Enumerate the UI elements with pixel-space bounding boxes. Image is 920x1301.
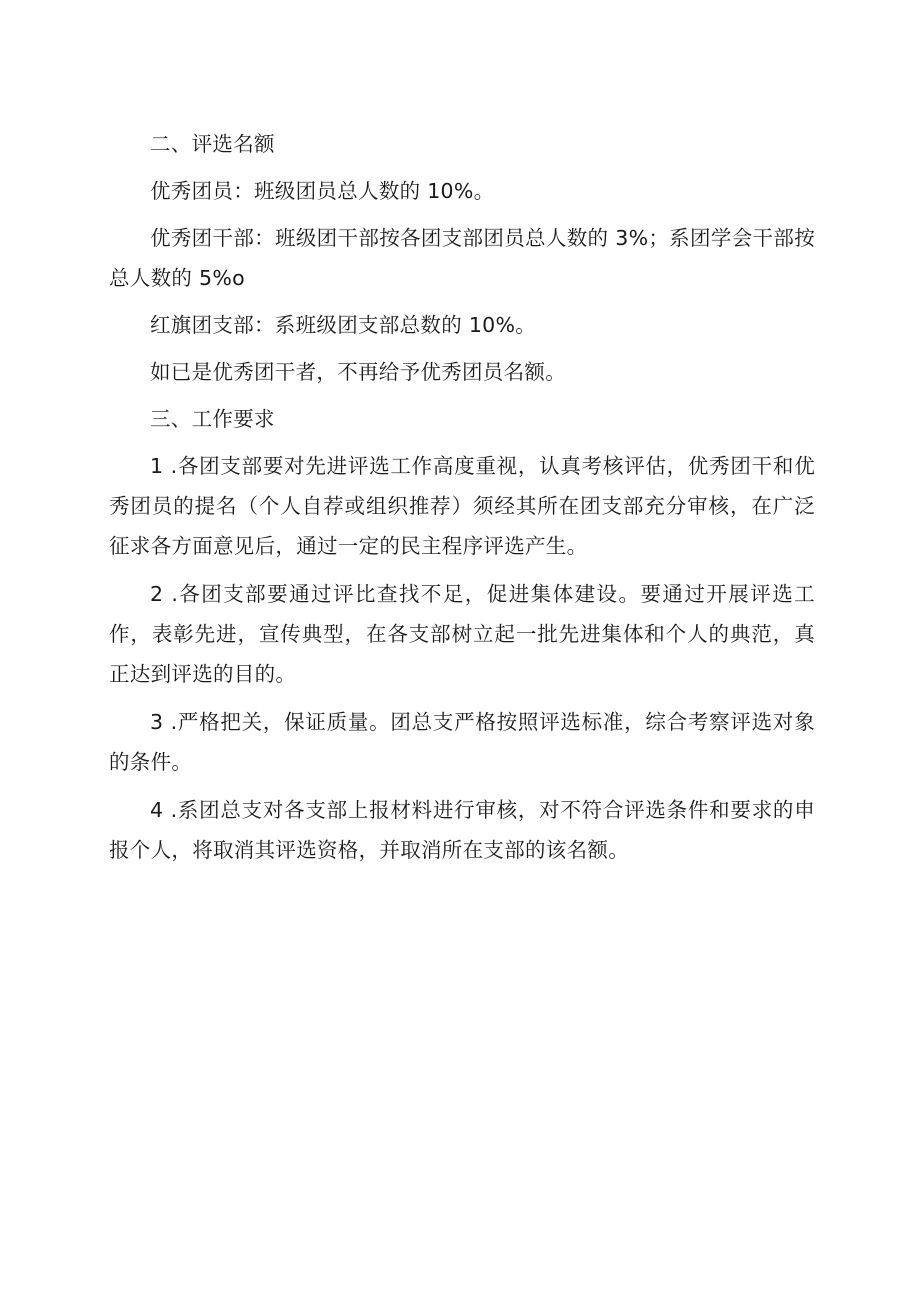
quota-red-flag-branch: 红旗团支部：系班级团支部总数的 10%。 — [150, 313, 537, 337]
quota-note: 如已是优秀团干者，不再给予优秀团员名额。 — [150, 360, 566, 384]
section-heading-requirements: 三、工作要求 — [150, 407, 275, 431]
requirement-item-2: 2 .各团支部要通过评比查找不足，促进集体建设。要通过开展评选工作，表彰先进，宣传典型，在各支部树立起一批先进集体和个人的典范，真正达到评选的目的。 — [109, 582, 815, 686]
requirement-item-1: 1 .各团支部要对先进评选工作高度重视，认真考核评估，优秀团干和优秀团员的提名（个人自荐或组织推荐）须经其所在团支部充分审核，在广泛征求各方面意见后，通过一定的民主程序评选产生。 — [109, 454, 815, 558]
section-heading-quota: 二、评选名额 — [150, 132, 275, 156]
quota-outstanding-cadre: 优秀团干部：班级团干部按各团支部团员总人数的 3%；系团学会干部按总人数的 5%o — [109, 226, 815, 290]
requirement-item-3: 3 .严格把关，保证质量。团总支严格按照评选标准，综合考察评选对象的条件。 — [109, 710, 815, 774]
quota-outstanding-member: 优秀团员：班级团员总人数的 10%。 — [150, 179, 495, 203]
document-body — [109, 124, 815, 870]
requirement-item-4: 4 .系团总支对各支部上报材料进行审核，对不符合评选条件和要求的申报个人，将取消其评选资格，并取消所在支部的该名额。 — [109, 798, 815, 862]
